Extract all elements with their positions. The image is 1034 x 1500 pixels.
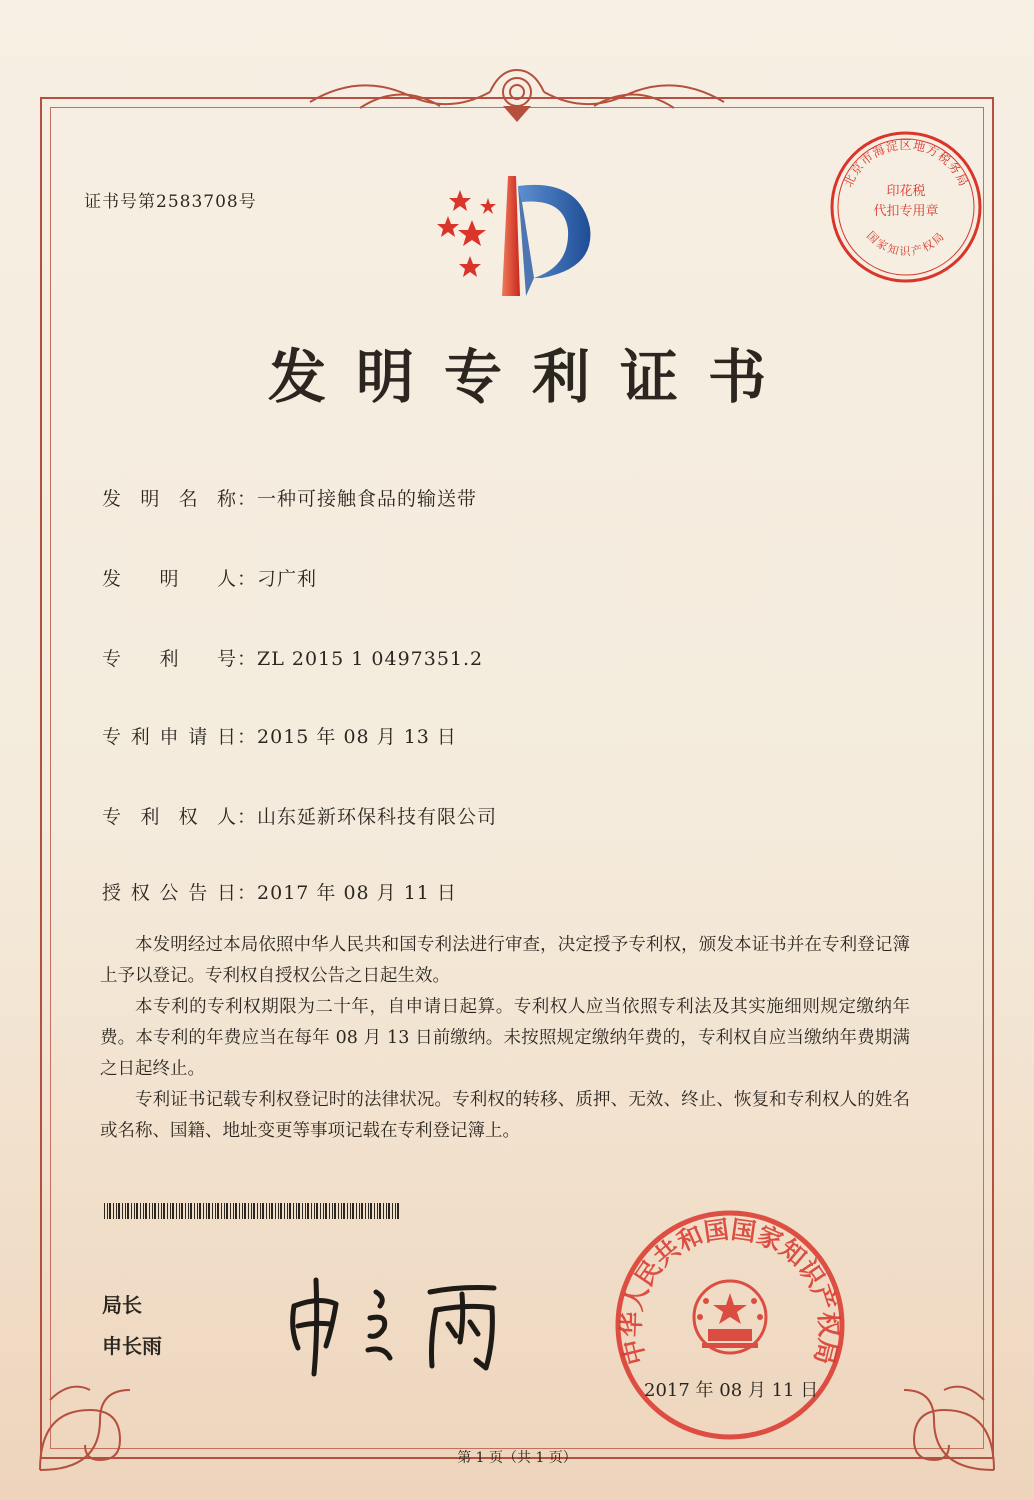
body-paragraph: 本发明经过本局依照中华人民共和国专利法进行审查，决定授予专利权，颁发本证书并在专利登记簿上予以登记。专利权自授权公告之日起生效。 <box>100 935 910 986</box>
field-patentee: 专利权人：山东延新环保科技有限公司 <box>102 802 497 829</box>
body-paragraph: 专利证书记载专利权登记时的法律状况。专利权的转移、质押、无效、终止、恢复和专利权人的姓名或名称、国籍、地址变更等事项记载在专利登记簿上。 <box>100 1090 910 1141</box>
field-application-date: 专利申请日：2015 年 08 月 13 日 <box>102 722 457 749</box>
field-label: 授权公告日 <box>102 882 237 904</box>
field-invention-name: 发明名称：一种可接触食品的输送带 <box>102 484 477 511</box>
svg-text:国家知识产权局 <box>864 229 948 258</box>
field-label: 发明人 <box>102 568 237 590</box>
field-value: 2015 年 08 月 13 日 <box>257 726 457 748</box>
signatory-name: 申长雨 <box>102 1334 162 1358</box>
barcode <box>104 1203 399 1219</box>
field-grant-date: 授权公告日：2017 年 08 月 11 日 <box>102 878 457 905</box>
field-patent-number: 专利号：ZL 2015 1 0497351.2 <box>102 644 483 671</box>
svg-text:北京市海淀区地方税务局 <box>841 137 971 189</box>
field-label: 专利权人 <box>102 806 237 828</box>
field-value: ZL 2015 1 0497351.2 <box>257 648 484 670</box>
field-value: 一种可接触食品的输送带 <box>257 488 478 510</box>
field-value: 2017 年 08 月 11 日 <box>257 882 457 904</box>
certificate-body <box>100 930 910 1147</box>
field-label: 专利申请日 <box>102 726 237 748</box>
field-label: 专利号 <box>102 648 237 670</box>
official-seal <box>610 1205 850 1445</box>
field-inventor: 发明人：刁广利 <box>102 564 317 591</box>
signatory-title: 局长 <box>102 1293 142 1317</box>
patent-office-logo <box>430 168 600 303</box>
seal-text: 中华人民共和国国家知识产权局 <box>616 1214 844 1368</box>
top-ornament <box>300 62 734 126</box>
page-title: 发明专利证书 <box>267 343 796 411</box>
body-paragraph: 本专利的专利权期限为二十年，自申请日起算。专利权人应当依照专利法及其实施细则规定缴纳年费。本专利的年费应当在每年 08 月 13 日前缴纳。未按照规定缴纳年费的，专利权自应当缴纳年费期满之日起终止。 <box>100 997 910 1079</box>
tax-stamp-seal <box>826 127 986 287</box>
stamp-outer-text: 北京市海淀区地方税务局 <box>840 138 972 190</box>
stamp-line-1: 印花税 <box>886 184 926 199</box>
certificate-number: 证书号第2583708号 <box>84 192 257 212</box>
field-value: 刁广利 <box>257 568 318 590</box>
seal-date: 2017 年 08 月 11 日 <box>644 1380 819 1401</box>
field-value: 山东延新环保科技有限公司 <box>257 806 498 828</box>
handwritten-signature <box>280 1270 520 1380</box>
page-number: 第 1 页（共 1 页） <box>457 1450 577 1466</box>
stamp-bottom-text: 国家知识产权局 <box>864 228 948 259</box>
stamp-line-2: 代扣专用章 <box>873 204 939 219</box>
field-label: 发明名称 <box>102 488 237 510</box>
